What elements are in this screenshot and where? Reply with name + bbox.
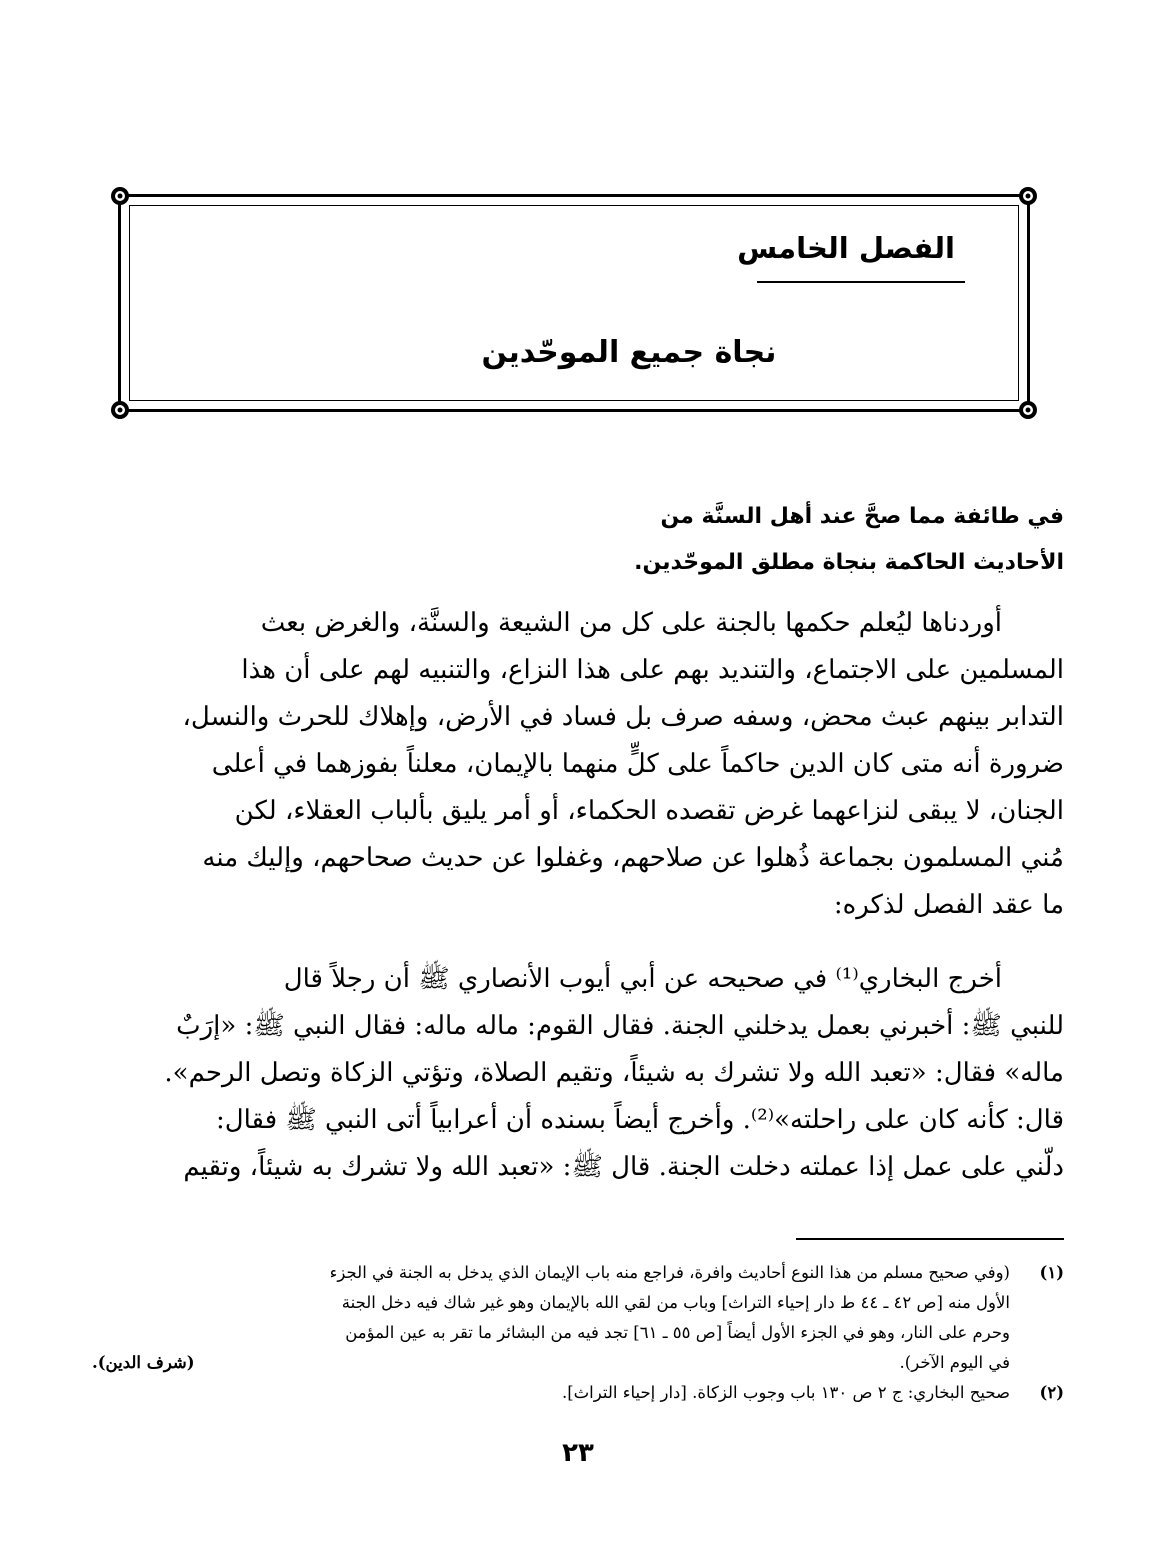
text-line: للنبي ﷺ: أخبرني بعمل يدخلني الجنة. فقال القوم: ماله ماله: فقال النبي ﷺ: «إرَبٌ — [176, 1011, 1064, 1041]
corner-ornament-icon — [109, 185, 131, 207]
text-line: التدابر بينهم عبث محض، وسفه صرف بل فساد في الأرض، وإهلاك للحرث والنسل، — [182, 702, 1064, 732]
footnote-mark: (١) — [1039, 1263, 1064, 1282]
footnote-line: صحيح البخاري: ج ٢ ص ١٣٠ باب وجوب الزكاة. [دار إحياء التراث]. — [561, 1383, 1010, 1402]
footnote-line: (وفي صحيح مسلم من هذا النوع أحاديث وافرة، فراجع منه باب الإيمان الذي يدخل به الجنة في الجزء — [329, 1263, 1010, 1282]
corner-ornament-icon — [1017, 399, 1039, 421]
text-line: أوردناها ليُعلم حكمها بالجنة على كل من الشيعة والسنَّة، والغرض بعث — [260, 608, 1002, 638]
text-line: أخرج البخاري⁽¹⁾ في صحيحه عن أبي أيوب الأنصاري ﷺ أن رجلاً قال — [283, 964, 1002, 994]
footnote-body — [92, 1258, 1010, 1378]
text-line: الجنان، لا يبقى لنزاعهما غرض تقصده الحكماء، أو أمر يليق بألباب العقلاء، لكن — [234, 796, 1064, 826]
footnote-signature: (شرف الدين). — [92, 1353, 195, 1372]
page-number: ٢٣ — [562, 1438, 594, 1468]
text-line: مُني المسلمون بجماعة ذُهلوا عن صلاحهم، وغفلوا عن حديث صحاحهم، وإليك منه — [202, 843, 1064, 873]
footnote-line-text: في اليوم الآخر). — [899, 1353, 1010, 1372]
text-line: دلّني على عمل إذا عملته دخلت الجنة. قال ﷺ: «تعبد الله ولا تشرك به شيئاً، وتقيم — [183, 1152, 1064, 1182]
chapter-frame — [118, 194, 1030, 412]
intro-line: الأحاديث الحاكمة بنجاة مطلق الموحّدين. — [634, 550, 1064, 575]
footnote-separator — [796, 1238, 1064, 1240]
text-line: ضرورة أنه متى كان الدين حاكماً على كلٍّ منهما بالإيمان، معلناً بفوزهما في أعلى — [211, 749, 1064, 779]
text-line: ماله» فقال: «تعبد الله ولا تشرك به شيئاً، وتقيم الصلاة، وتؤتي الزكاة وتصل الرحم». — [164, 1058, 1064, 1088]
footnote-line: وحرم على النار، وهو في الجزء الأول أيضاً [ص ٥٥ ـ ٦١] تجد فيه من البشائر ما تقر به عين المؤمن — [345, 1323, 1010, 1342]
text-line: ما عقد الفصل لذكره: — [833, 890, 1064, 920]
footnote-line — [92, 1348, 1010, 1378]
corner-ornament-icon — [1017, 185, 1039, 207]
text-line: قال: كأنه كان على راحلته»⁽²⁾. وأخرج أيضاً بسنده أن أعرابياً أتى النبي ﷺ فقال: — [215, 1105, 1064, 1135]
footnote-line: الأول منه [ص ٤٢ ـ ٤٤ ط دار إحياء التراث] وباب من لقي الله بالإيمان وهو غير شاك فيه دخل الجنة — [341, 1293, 1010, 1312]
intro-heading — [92, 494, 1064, 586]
text-line: المسلمين على الاجتماع، والتنديد بهم على هذا النزاع، والتنبيه لهم على أن هذا — [241, 655, 1064, 685]
footnote-body — [92, 1378, 1010, 1408]
footnote-mark: (٢) — [1039, 1383, 1064, 1402]
body-paragraph-2 — [92, 956, 1064, 1191]
footnotes — [92, 1258, 1064, 1408]
chapter-title: نجاة جميع الموحّدين — [481, 335, 777, 370]
corner-ornament-icon — [109, 399, 131, 421]
chapter-label: الفصل الخامس — [737, 231, 955, 265]
intro-line: في طائفة مما صحَّ عند أهل السنَّة من — [660, 504, 1064, 529]
footnote-2 — [92, 1378, 1064, 1408]
chapter-label-underline — [757, 281, 965, 283]
body-paragraph-1 — [92, 600, 1064, 929]
footnote-1 — [92, 1258, 1064, 1378]
